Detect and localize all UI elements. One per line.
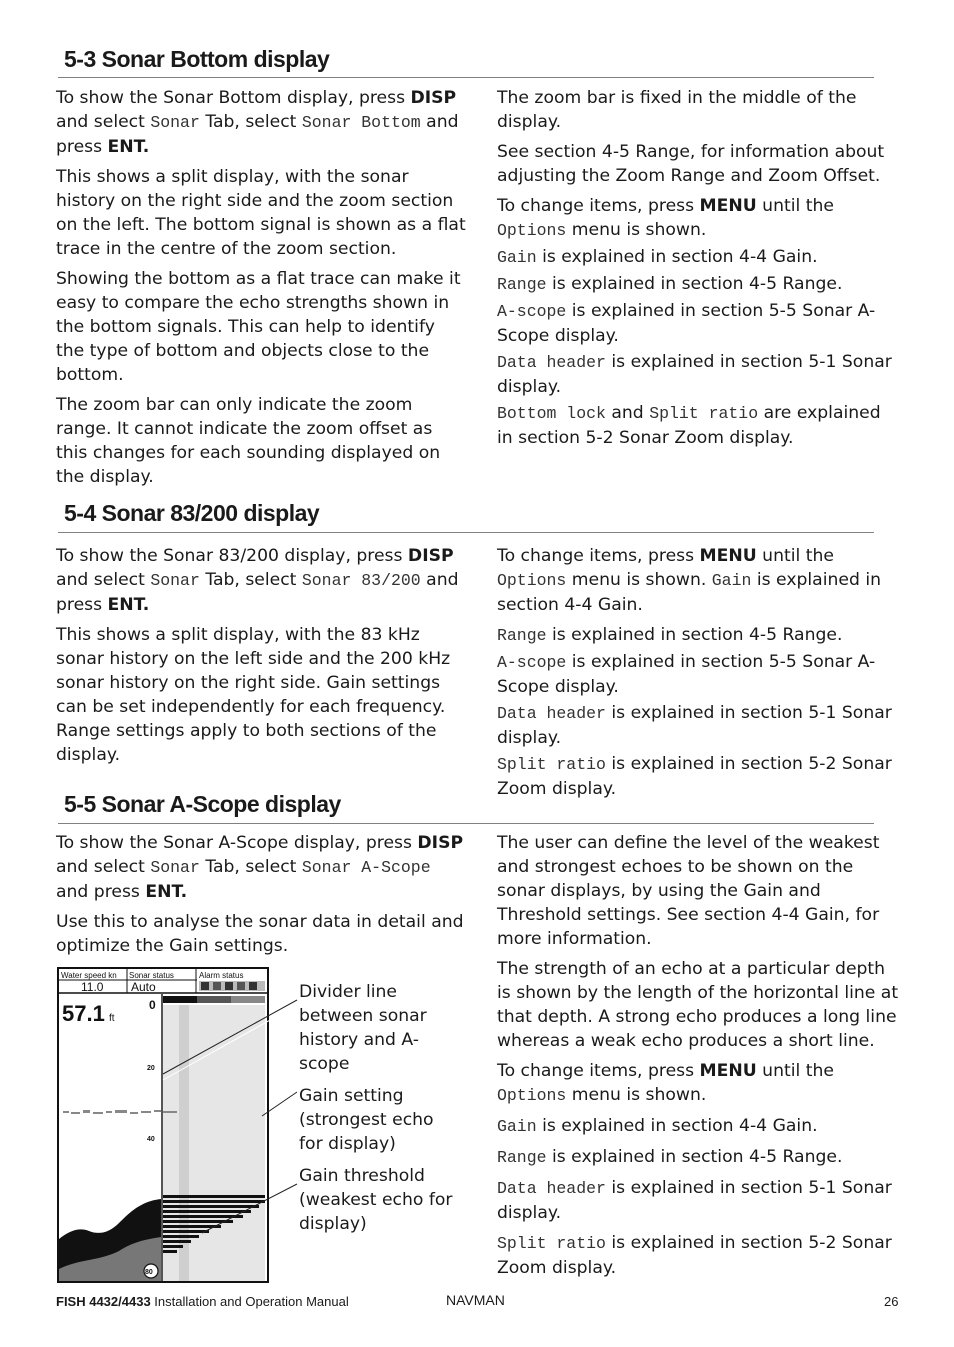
paragraph: To show the Sonar A-Scope display, press DISP and select Sonar Tab, select Sonar A-Scope and press ENT.	[56, 833, 464, 902]
paragraph: Split ratio is explained in section 5-2 Sonar Zoom display.	[497, 1233, 892, 1278]
paragraph: See section 4-5 Range, for information about adjusting the Zoom Range and Zoom Offset.	[497, 142, 885, 186]
sonar-screen-graphic	[59, 969, 267, 1281]
scale-label: 80	[145, 1269, 153, 1276]
paragraph: The strength of an echo at a particular depth is shown by the length of the horizontal line at that depth. A strong echo produces a long line whereas a weak echo produces a short line.	[497, 959, 899, 1051]
section-title-5-4: 5-4 Sonar 83/200 display	[64, 500, 320, 526]
paragraph: This shows a split display, with the sonar history on the right side and the zoom section on the left. The bottom signal is shown as a flat trace in the centre of the zoom section.	[56, 167, 466, 259]
section-title-5-3: 5-3 Sonar Bottom display	[64, 46, 330, 72]
echo-band	[63, 1110, 177, 1114]
water-speed-value: 11.0	[81, 980, 104, 994]
callout-divider-line: Divider line between sonar history and A-scope	[299, 982, 427, 1074]
paragraph: To show the Sonar 83/200 display, press DISP and select Sonar Tab, select Sonar 83/200 and press ENT.	[56, 546, 459, 615]
paragraph: To show the Sonar Bottom display, press DISP and select Sonar Tab, select Sonar Bottom and press ENT.	[56, 88, 459, 157]
paragraph: Data header is explained in section 5-1 Sonar display.	[497, 352, 892, 397]
scale-label: 40	[147, 1136, 155, 1143]
paragraph: The zoom bar can only indicate the zoom range. It cannot indicate the zoom offset as this changes for each sounding displayed on the display.	[56, 395, 441, 487]
paragraph: To change items, press MENU until the Options menu is shown. Gain is explained in section 4-4 Gain.	[497, 546, 881, 615]
header-sonar-status-label: Sonar status	[129, 971, 174, 980]
paragraph: The user can define the level of the weakest and strongest echoes to be shown on the sonar displays, by using the Gain and Threshold settings. See section 4-4 Gain, for more information.	[497, 833, 880, 949]
paragraph: A-scope is explained in section 5-5 Sonar A-Scope display.	[497, 652, 876, 697]
s55-right-column	[497, 831, 902, 1286]
paragraph: Range is explained in section 4-5 Range.	[497, 625, 843, 645]
paragraph: A-scope is explained in section 5-5 Sonar A-Scope display.	[497, 301, 876, 346]
s53-right-column	[497, 86, 897, 452]
page-number: 26	[884, 1294, 899, 1309]
paragraph: Use this to analyse the sonar data in detail and optimize the Gain settings.	[56, 912, 464, 956]
header-water-speed-label: Water speed kn	[61, 971, 117, 980]
paragraph: Showing the bottom as a flat trace can make it easy to compare the echo strengths shown in the bottom signals. This can help to identify the type of bottom and objects close to the bottom.	[56, 269, 461, 385]
ascope-screen-figure	[57, 967, 269, 1283]
paragraph: Range is explained in section 4-5 Range.	[497, 1147, 843, 1167]
paragraph: Data header is explained in section 5-1 Sonar display.	[497, 1178, 892, 1223]
paragraph: Data header is explained in section 5-1 Sonar display.	[497, 703, 892, 748]
scale-label: 0	[149, 998, 156, 1012]
paragraph: Gain is explained in section 4-4 Gain.	[497, 247, 818, 267]
section-rule	[58, 77, 874, 78]
paragraph: Range is explained in section 4-5 Range.	[497, 274, 843, 294]
callout-gain-threshold: Gain threshold (weakest echo for display)	[299, 1166, 453, 1234]
ascope-area	[163, 1005, 265, 1281]
s54-right-column	[497, 544, 897, 803]
paragraph: The zoom bar is fixed in the middle of the display.	[497, 88, 857, 132]
footer-manual-title: FISH 4432/4433 Installation and Operation Manual	[56, 1294, 349, 1309]
scale-label: 20	[147, 1065, 155, 1072]
section-title-5-5: 5-5 Sonar A-Scope display	[64, 791, 341, 817]
figure-callouts	[299, 980, 459, 1244]
footer-brand: NAVMAN	[446, 1292, 505, 1308]
paragraph: Bottom lock and Split ratio are explained in section 5-2 Sonar Zoom display.	[497, 403, 881, 448]
paragraph: To change items, press MENU until the Options menu is shown.	[497, 196, 834, 240]
paragraph: Split ratio is explained in section 5-2 Sonar Zoom display.	[497, 754, 892, 799]
s55-left-column	[56, 831, 466, 964]
paragraph: To change items, press MENU until the Options menu is shown.	[497, 1061, 834, 1105]
depth-unit: ft	[109, 1013, 115, 1024]
callout-gain-setting: Gain setting (strongest echo for display)	[299, 1086, 434, 1154]
header-alarm-status-label: Alarm status	[199, 971, 244, 980]
depth-value: 57.1	[62, 1001, 105, 1026]
s53-left-column	[56, 86, 466, 495]
paragraph: Gain is explained in section 4-4 Gain.	[497, 1116, 818, 1136]
s54-left-column	[56, 544, 466, 773]
section-rule	[58, 823, 874, 824]
sonar-status-value: Auto	[131, 980, 156, 994]
paragraph: This shows a split display, with the 83 kHz sonar history on the left side and the 200 kHz sonar history on the right side. Gain settings can be set independently for each frequency. Range settings apply to both sections of the display.	[56, 625, 451, 765]
section-rule	[58, 532, 874, 533]
